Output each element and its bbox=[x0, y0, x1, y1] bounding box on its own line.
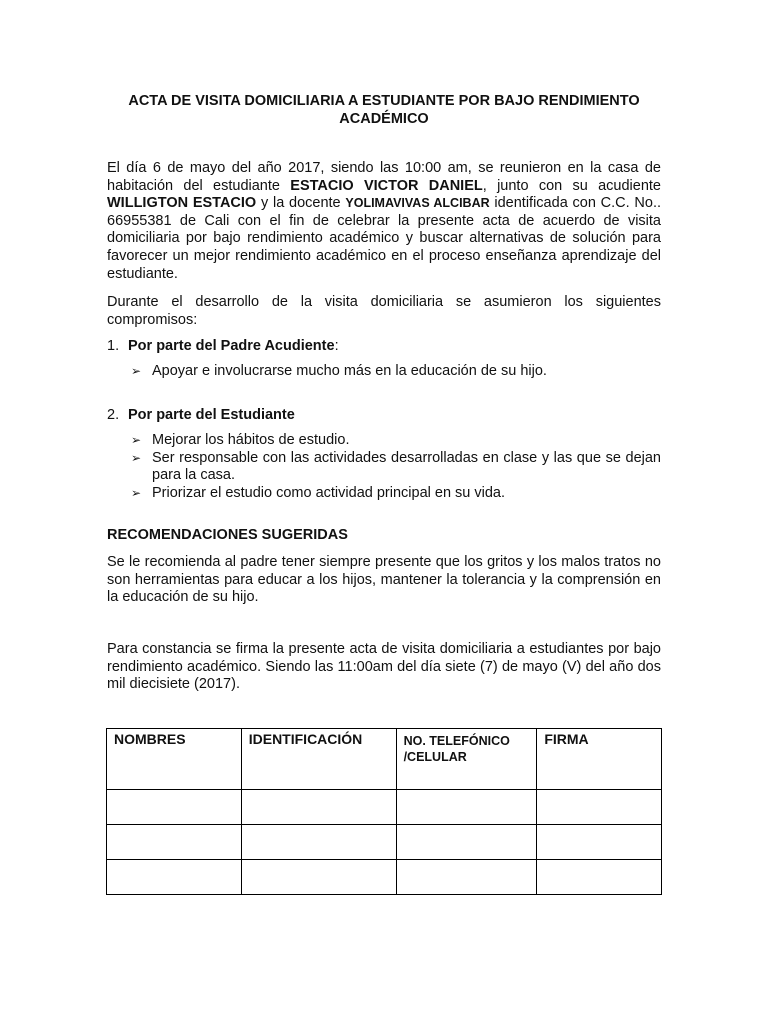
closing-paragraph: Para constancia se firma la presente acta de visita domiciliaria a estudiantes por bajo rendimiento académico. Siendo las 11:00am del día siete (7) de mayo (V) del año dos mil diecisiete (2017). bbox=[107, 641, 661, 693]
guardian-name: WILLIGTON ESTACIO bbox=[107, 195, 257, 212]
header-telefono: NO. TELEFÓNICO /CELULAR bbox=[396, 729, 537, 790]
section-2-list bbox=[131, 432, 661, 502]
header-identificacion: IDENTIFICACIÓN bbox=[241, 729, 396, 790]
section-1-suffix: : bbox=[334, 338, 339, 354]
section-2-label: Por parte del Estudiante bbox=[128, 407, 295, 423]
list-item bbox=[131, 450, 661, 485]
cell-firma[interactable] bbox=[537, 825, 662, 860]
intro-text-1: El día 6 de mayo del año 2017, siendo las 10:00 am, se reunieron en la casa de habitación del estudiante bbox=[107, 160, 661, 194]
section-1-label: Por parte del Padre Acudiente bbox=[128, 338, 335, 354]
list-item bbox=[131, 485, 661, 503]
cell-telefono[interactable] bbox=[396, 790, 537, 825]
cell-identificacion[interactable] bbox=[241, 790, 396, 825]
arrow-bullet-icon: ➢ bbox=[131, 450, 142, 465]
list-item bbox=[131, 363, 661, 381]
cell-nombres[interactable] bbox=[107, 790, 242, 825]
table-row bbox=[107, 790, 662, 825]
cell-identificacion[interactable] bbox=[241, 860, 396, 895]
list-item bbox=[131, 432, 661, 450]
intro-text-3: y la docente bbox=[256, 195, 346, 212]
commitments-intro: Durante el desarrollo de la visita domiciliaria se asumieron los siguientes compromisos: bbox=[107, 294, 661, 328]
recommendations-heading: RECOMENDACIONES SUGERIDAS bbox=[107, 527, 348, 543]
cell-identificacion[interactable] bbox=[241, 825, 396, 860]
header-firma: FIRMA bbox=[537, 729, 662, 790]
recommendations-paragraph: Se le recomienda al padre tener siempre presente que los gritos y los malos tratos no son herramientas para educar a los hijos, mantener la tolerancia y la comprensión en la educación de su hijo. bbox=[107, 554, 661, 606]
section-1-number: 1. bbox=[107, 338, 120, 354]
student-name: ESTACIO VICTOR DANIEL bbox=[290, 177, 483, 194]
table-header-row bbox=[107, 729, 662, 790]
intro-text-4: identificada con C.C. No.. 66955381 de Cali con el fin de celebrar la presente acta de acuerdo de visita domiciliaria por bajo rendimiento académico y buscar alternativas de solución para favorecer un mejor rendimiento académico en el proceso enseñanza aprendizaje del estudiante. bbox=[107, 195, 661, 282]
title-line-2: ACADÉMICO bbox=[339, 111, 429, 127]
list-item-text: Mejorar los hábitos de estudio. bbox=[152, 432, 350, 448]
cell-firma[interactable] bbox=[537, 790, 662, 825]
arrow-bullet-icon: ➢ bbox=[131, 364, 142, 378]
cell-nombres[interactable] bbox=[107, 860, 242, 895]
cell-telefono[interactable] bbox=[396, 860, 537, 895]
section-2-number: 2. bbox=[107, 407, 120, 423]
section-2-heading bbox=[107, 406, 661, 424]
teacher-name: YOLIMAVIVAS ALCIBAR bbox=[345, 196, 490, 211]
cell-nombres[interactable] bbox=[107, 825, 242, 860]
table-row bbox=[107, 825, 662, 860]
header-nombres: NOMBRES bbox=[107, 729, 242, 790]
cell-telefono[interactable] bbox=[396, 825, 537, 860]
cell-firma[interactable] bbox=[537, 860, 662, 895]
table-row bbox=[107, 860, 662, 895]
document-title bbox=[107, 92, 661, 128]
section-1-list bbox=[131, 363, 661, 381]
section-1-heading bbox=[107, 337, 661, 355]
list-item-text: Ser responsable con las actividades desarrolladas en clase y las que se dejan para la casa. bbox=[152, 449, 661, 484]
title-line-1: ACTA DE VISITA DOMICILIARIA A ESTUDIANTE POR BAJO RENDIMIENTO bbox=[128, 93, 640, 109]
arrow-bullet-icon: ➢ bbox=[131, 433, 142, 447]
intro-text-2: , junto con su acudiente bbox=[482, 177, 661, 194]
arrow-bullet-icon: ➢ bbox=[131, 485, 142, 500]
list-item-text: Apoyar e involucrarse mucho más en la educación de su hijo. bbox=[152, 363, 547, 379]
list-item-text: Priorizar el estudio como actividad principal en su vida. bbox=[152, 484, 506, 501]
intro-paragraph bbox=[107, 160, 661, 283]
signature-table bbox=[106, 728, 662, 895]
